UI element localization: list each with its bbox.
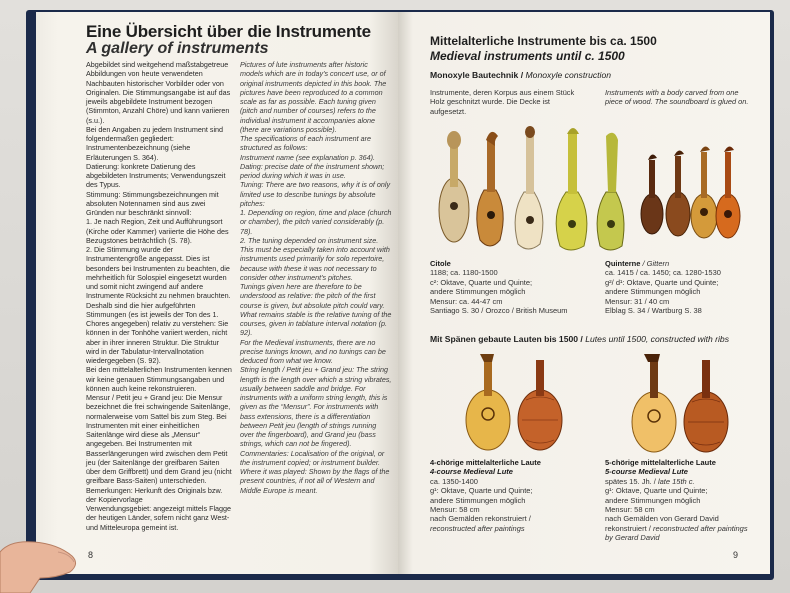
en-tuning-1: 1. Depending on region, time and place (church or chamber), the pitch varied considerably (p. 78). — [240, 208, 392, 236]
subsection2-de: Mit Spänen gebaute Lauten bis 1500 — [430, 334, 579, 344]
en-string-length: String length / Petit jeu + Grand jeu: The string length is the length over which a string vibrates, usually between saddle and bridge. For instruments with a uniform string length, this is given as the “Mensur”. For instruments with bass extensions, there is a differentiation between Petit jeu (length of strings running over the fingerboard), and Grand jeu (bass strings, which can not be fingered). — [240, 365, 392, 449]
lute5-mensur: Mensur: 58 cm — [605, 505, 655, 515]
quinterne-name-en: / Gittern — [640, 259, 670, 268]
subsection-en: Monoxyle construction — [525, 70, 612, 80]
subsection-de: Monoxyle Bautechnik — [430, 70, 519, 80]
de-tuning-1: 1. Je nach Region, Zeit und Aufführungsort (Kirche oder Kammer) variierte die Höhe des Bezugstones beträchtlich (S. 78). — [86, 217, 229, 245]
open-book — [36, 12, 770, 574]
quinterne-tuning-alt: andere Stimmungen möglich — [605, 287, 701, 297]
quinterne-caption — [605, 259, 765, 315]
lute4-source-en: reconstructed after paintings — [430, 523, 525, 533]
de-structure: Bei den Angaben zu jedem Instrument sind folgendermaßen gegliedert: — [86, 124, 224, 143]
left-page — [36, 12, 398, 574]
page-title: Eine Übersicht über die Instrumente — [86, 22, 371, 41]
en-relative: Tunings given here are therefore to be understood as relative: the pitch of the first course is given, but absolute pitch could vary. What remains stable is the relative tuning of the courses, given in tablature interval notation (p. 92). — [240, 282, 392, 338]
citole-5 — [597, 133, 624, 250]
citole-group-image — [436, 120, 626, 255]
subsection2-sep: / — [578, 334, 586, 344]
lute5-caption — [605, 458, 765, 543]
lute5-dating-en: late 15th c. — [657, 476, 695, 486]
lute5-source-reconstructed: rekonstruiert / — [605, 523, 651, 533]
citole-2 — [477, 132, 503, 246]
lute5-dating — [605, 477, 765, 486]
de-tuning: Stimmung: Stimmungsbezeichnungen mit absoluten Notennamen sind aus zwei Gründen nur beschränkt sinnvoll: — [86, 189, 219, 217]
citole-3 — [515, 126, 543, 249]
section-heading: Mittelalterliche Instrumente bis ca. 1500 — [430, 34, 657, 48]
intro-en: Instruments with a body carved from one piece of wood. The soundboard is glued on. — [605, 88, 749, 107]
lute4-front — [466, 354, 510, 450]
right-page — [398, 12, 770, 574]
gittern-1 — [641, 154, 663, 234]
quinterne-dating: ca. 1415 / ca. 1450; ca. 1280-1530 — [605, 268, 721, 278]
section-subheading: Medieval instruments until c. 1500 — [430, 49, 625, 63]
lute5-tuning-alt: andere Stimmungen möglich — [605, 495, 701, 505]
de-region: Verwendungsgebiet: angezeigt mittels Flagge der heutigen Länder, sofern nicht ganz West- und Mitteleuropa gemeint ist. — [86, 504, 232, 532]
de-mensur: Mensur / Petit jeu + Grand jeu: Die Mensur bezeichnet die frei schwingende Saitenlänge, normalerweise vom Sattel bis zum Steg. Bei Instrumenten mit einer einheitlichen Saitenlänge wird diese als „Mensur“ angegeben. Bei Instrumenten mit Basserlängerungen wird zwischen dem Petit jeu (der Saitenlänge der greifbaren Saiten über dem Griffbrett) und dem Grand jeu (nicht greifbare Bass-Saiten) unterschieden. — [86, 393, 232, 486]
hand-thumb — [0, 532, 86, 593]
de-relative: Deshalb sind die hier aufgeführten Stimmungen (es ist jeweils der Ton des 1. Chores angegeben) relativ zu verstehen: Sie können in der Tonhöhe variiert werden, nicht aber in ihrer inneren Struktur. Die Struktur wird in der Tabulatur-Intervallnotation wiedergegeben (S. 92). — [86, 300, 229, 365]
german-column — [86, 60, 234, 532]
lute5-dating-de: spätes 15. Jh. / — [605, 476, 658, 486]
quinterne-title — [605, 259, 765, 268]
lute4-caption — [430, 458, 600, 533]
de-medieval: Bei den mittelalterlichen Instrumenten kennen wir keine genauen Stimmungsangaben und können auch keine rekonstruieren. — [86, 365, 232, 393]
subsection2-en: Lutes until 1500, constructed with ribs — [585, 334, 730, 344]
en-instrument-name: Instrument name (see explanation p. 364). — [240, 152, 376, 162]
de-dating: Datierung: konkrete Datierung des abgebildeten Instruments; Verwendungszeit des Typus. — [86, 161, 226, 190]
en-region: Where it was played: Shown by the flags of the present countries, if not all of Western and Middle Europe is meant. — [240, 467, 390, 495]
citole-caption — [430, 259, 600, 315]
page-number-left: 8 — [88, 550, 94, 560]
citole-4 — [556, 128, 587, 250]
lute5-source-en-2: by Gerard David — [605, 533, 660, 543]
de-tuning-2: 2. Die Stimmung wurde der Instrumentengröße angepasst. Dies ist besonders bei Instrumenten zu beachten, die mehrheitlich für Solospiel eingesetzt wurden und somit nicht zwingend auf andere Instrumente Rücksicht zu nehmen brauchten. — [86, 245, 231, 301]
en-structure: The specifications of each instrument are structured as follows: — [240, 134, 372, 153]
lute5-source-2 — [605, 524, 765, 533]
en-medieval: For the Medieval instruments, there are no precise tunings known, and no tunings can be deduced from what we know. — [240, 337, 386, 365]
citole-name: Citole — [430, 259, 451, 268]
citole-1 — [439, 131, 469, 242]
lute4-name-en: 4-course Medieval Lute — [430, 467, 513, 477]
english-column — [240, 60, 392, 495]
lute5-front — [632, 354, 676, 452]
lute5-back — [684, 360, 728, 452]
lute5-tuning: g¹: Oktave, Quarte und Quinte; — [605, 486, 708, 496]
gittern-4 — [716, 146, 740, 238]
de-remarks: Bemerkungen: Herkunft des Originals bzw. der Kopiervorlage — [86, 485, 223, 504]
lute5-name-en: 5-course Medieval Lute — [605, 467, 688, 477]
subsection-monoxyle — [430, 70, 611, 80]
lute4-source: nach Gemälden rekonstruiert / — [430, 514, 531, 524]
de-instrument-name: Instrumentenbezeichnung (siehe Erläuterungen S. 364). — [86, 143, 191, 162]
lute4-tuning-alt: andere Stimmungen möglich — [430, 495, 526, 505]
gittern-3 — [691, 146, 717, 238]
quinterne-mensur: Mensur: 31 / 40 cm — [605, 296, 670, 306]
quinterne-tuning: g²/ d¹: Oktave, Quarte und Quinte; — [605, 277, 719, 287]
en-tuning-2: 2. The tuning depended on instrument size. This must be especially taken into account with instruments used primarily for solo repertoire, because with these it was not necessary to consider other instrument's pitches. — [240, 235, 390, 282]
lute4-mensur: Mensur: 58 cm — [430, 505, 480, 515]
en-tuning: Tuning: There are two reasons, why it is of only limited use to describe tunings by absolute pitches: — [240, 180, 391, 208]
en-commentaries: Commentaries: Localisation of the original, or the instrument copied; or instrument builder. — [240, 448, 385, 467]
citole-mensur: Mensur: ca. 44-47 cm — [430, 296, 503, 306]
citole-tuning-alt: andere Stimmungen möglich — [430, 287, 526, 297]
lute5-source: nach Gemälden von Gerard David — [605, 514, 719, 524]
citole-source: Santiago S. 30 / Orozco / British Museum — [430, 306, 568, 316]
en-intro: Pictures of lute instruments after historic models which are in today's concert use, or of original instruments depicted in this book. The pictures have been reproduced to a common scale as far as possible. Each tuning given (pitch and number of courses) refers to the individual instrument it accompanies alone (there are variations possible). — [240, 60, 387, 134]
lute4-back — [518, 360, 562, 450]
citole-dating: 1188; ca. 1180-1500 — [430, 268, 498, 278]
quinterne-group-image — [638, 142, 738, 252]
page-subtitle: A gallery of instruments — [86, 40, 269, 57]
lute5-source-en: reconstructed after paintings — [652, 523, 748, 533]
lute4-tuning: g¹: Oktave, Quarte und Quinte; — [430, 486, 533, 496]
quinterne-name: Quinterne — [605, 259, 641, 268]
citole-tuning: c²: Oktave, Quarte und Quinte; — [430, 277, 533, 287]
lute5-image — [626, 348, 736, 458]
lute4-name: 4-chörige mittelalterliche Laute — [430, 458, 541, 467]
page-number-right: 9 — [732, 550, 738, 560]
intro-de: Instrumente, deren Korpus aus einem Stück Holz geschnitzt wurde. Die Decke ist aufgesetzt. — [430, 88, 575, 116]
lute4-dating: ca. 1350-1400 — [430, 476, 478, 486]
lute4-image — [460, 348, 570, 458]
en-dating: Dating: precise date of the instrument shown; period during which it was in use. — [240, 161, 385, 180]
gittern-2 — [666, 150, 690, 236]
subsection-ribbed-lutes — [430, 334, 729, 344]
lute5-name: 5-chörige mittelalterliche Laute — [605, 458, 716, 467]
de-intro: Abgebildet sind weitgehend maßstabgetreue Abbildungen von heute verwendeten Nachbauten historischer Vorbilder oder von Originalen. Die Stimmungsangabe ist auf das jeweils abgebildete Instrument bezogen (Stimmton, Anzahl Chöre) und kann variieren (s.u.). — [86, 60, 231, 125]
quinterne-source: Elblag S. 34 / Wartburg S. 38 — [605, 306, 702, 316]
subsection-sep: / — [518, 70, 526, 80]
